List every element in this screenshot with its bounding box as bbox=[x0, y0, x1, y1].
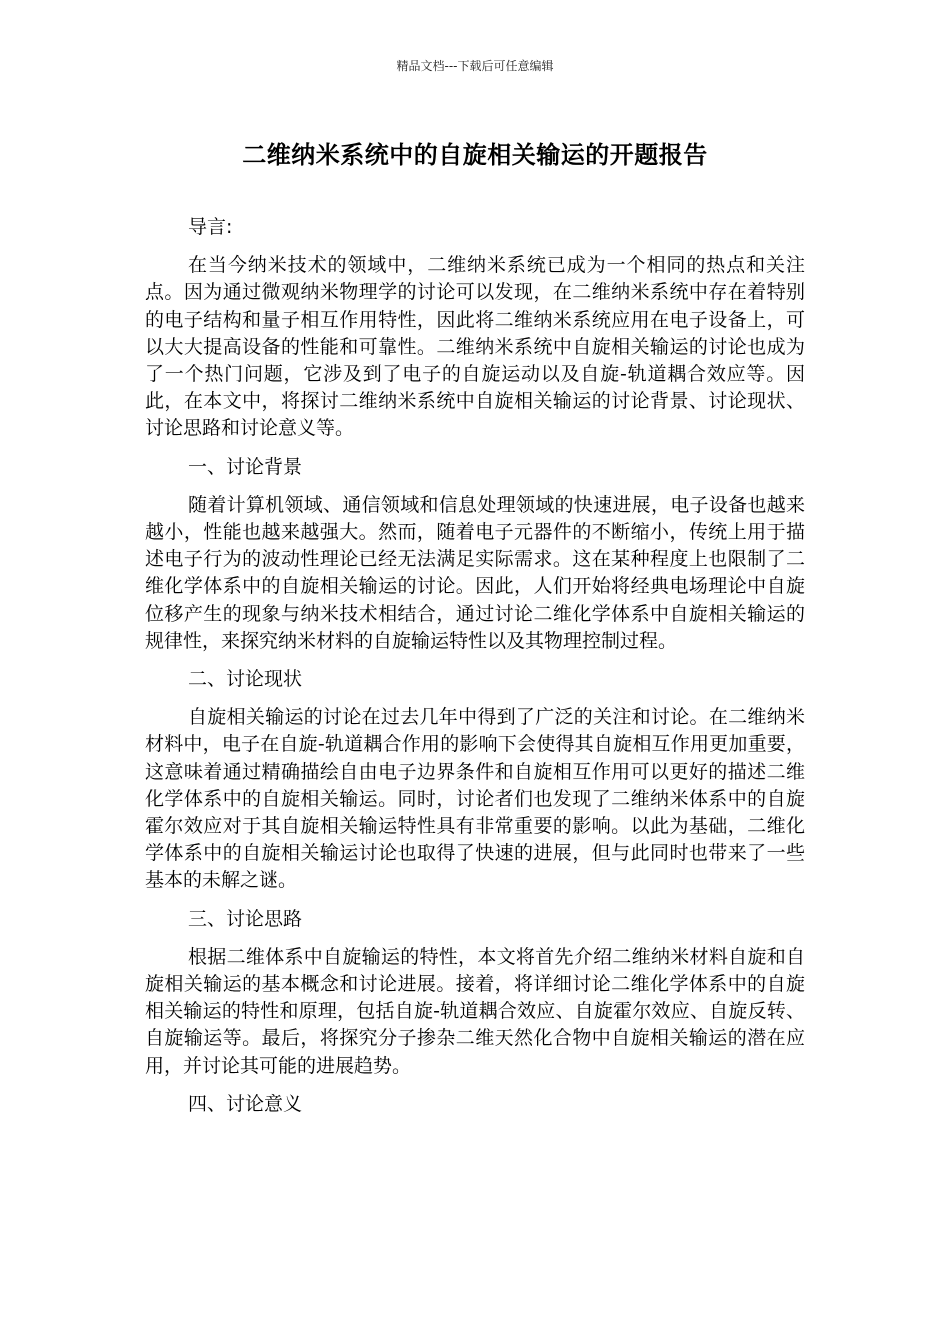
section-heading-significance: 四、讨论意义 bbox=[188, 1092, 303, 1115]
intro-paragraph: 在当今纳米技术的领域中，二维纳米系统已成为一个相同的热点和关注点。因为通过微观纳米物理学的讨论可以发现，在二维纳米系统中存在着特别的电子结构和量子相互作用特性，因此将二维纳米系统应用在电子设备上，可以大大提高设备的性能和可靠性。二维纳米系统中自旋相关输运的讨论也成为了一个热门问题，它涉及到了电子的自旋运动以及自旋-轨道耦合效应等。因此，在本文中，将探讨二维纳米系统中自旋相关输运的讨论背景、讨论现状、讨论思路和讨论意义等。 bbox=[145, 254, 805, 440]
header-note: 精品文档---下载后可任意编辑 bbox=[396, 59, 554, 73]
section-paragraph-status: 自旋相关输运的讨论在过去几年中得到了广泛的关注和讨论。在二维纳米材料中，电子在自旋-轨道耦合作用的影响下会使得其自旋相互作用更加重要，这意味着通过精确描绘自由电子边界条件和自旋相互作用可以更好的描述二维化学体系中的自旋相关输运。同时，讨论者们也发现了二维纳米体系中的自旋霍尔效应对于其自旋相关输运特性具有非常重要的影响。以此为基础，二维化学体系中的自旋相关输运讨论也取得了快速的进展，但与此同时也带来了一些基本的未解之谜。 bbox=[145, 706, 805, 892]
section-heading-status: 二、讨论现状 bbox=[188, 668, 303, 691]
section-heading-background: 一、讨论背景 bbox=[188, 455, 303, 478]
document-body bbox=[145, 214, 805, 1129]
section-paragraph-approach: 根据二维体系中自旋输运的特性，本文将首先介绍二维纳米材料自旋和自旋相关输运的基本概念和讨论进展。接着，将详细讨论二维化学体系中的自旋相关输运的特性和原理，包括自旋-轨道耦合效应、自旋霍尔效应、自旋反转、自旋输运等。最后，将探究分子掺杂二维天然化合物中自旋相关输运的潜在应用，并讨论其可能的进展趋势。 bbox=[145, 945, 805, 1077]
section-heading-approach: 三、讨论思路 bbox=[188, 907, 303, 930]
section-paragraph-background: 随着计算机领域、通信领域和信息处理领域的快速进展，电子设备也越来越小，性能也越来越强大。然而，随着电子元器件的不断缩小，传统上用于描述电子行为的波动性理论已经无法满足实际需求。这在某种程度上也限制了二维化学体系中的自旋相关输运的讨论。因此，人们开始将经典电场理论中自旋位移产生的现象与纳米技术相结合，通过讨论二维化学体系中自旋相关输运的规律性，来探究纳米材料的自旋输运特性以及其物理控制过程。 bbox=[145, 493, 805, 652]
intro-label: 导言: bbox=[188, 216, 233, 238]
document-title: 二维纳米系统中的自旋相关输运的开题报告 bbox=[242, 141, 708, 169]
